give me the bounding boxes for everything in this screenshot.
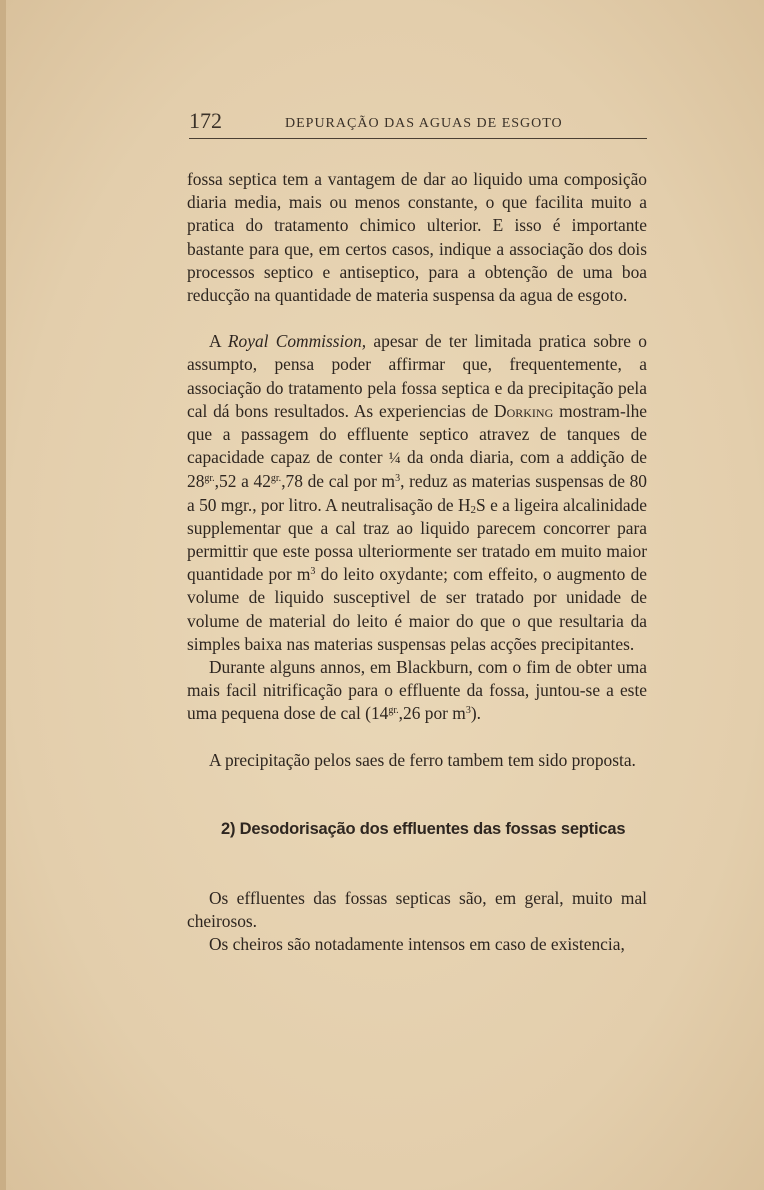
paragraph-1: fossa septica tem a vantagem de dar ao liquido uma composição diaria media, mais ou menos constante, o que facilita muito a pratica do tratamento chimico ulterior. E isso é importante bastante para que, em certos casos, indique a associação dos dois processos septico e antiseptico, para a obtenção de uma boa reducção na quantidade de materia suspensa da agua de esgoto. <box>187 169 647 306</box>
page-header <box>189 108 647 139</box>
paragraph-5: Os effluentes das fossas septicas são, em geral, muito mal cheirosos. <box>187 888 647 932</box>
running-title: DEPURAÇÃO DAS AGUAS DE ESGOTO <box>285 116 563 131</box>
section-heading: 2) Desodorisação dos effluentes das fossas septicas <box>221 819 626 838</box>
body-text <box>187 168 647 957</box>
paragraph-6: Os cheiros são notadamente intensos em caso de existencia, <box>209 934 625 955</box>
page-number: 172 <box>189 108 222 133</box>
paragraph-2: A Royal Commission, apesar de ter limitada pratica sobre o assumpto, pensa poder affirmar que, frequentemente, a associação do tratamento pela fossa septica e da precipitação pela cal dá bons resultados. As experiencias de Dorking mostram-lhe que a passagem do effluente septico atravez de tanques de capacidade capaz de conter ¼ da onda diaria, com a addição de $28^{gr.},52$ a $42^{gr.},78$ de cal por $m^3$, reduz as materias suspensas de 80 a 50 mgr., por litro. A neutralisação de $H_2S$ e a ligeira alcalinidade supplementar que a cal traz ao liquido parecem concorrer para permittir que este possa ulteriormente ser tratado em muito maior quantidade por $m^3$ do leito oxydante; com effeito, o augmento de volume de liquido susceptivel de ser tratado por unidade de volume de material do leito é maior do que o que resultaria da simples baixa nas materias suspensas pelas acções precipitantes. <box>187 331 648 654</box>
italic-royal-commission: Royal Commission, <box>227 331 367 352</box>
smallcaps-dorking: Dorking <box>494 400 554 421</box>
paragraph-3: Durante alguns annos, em Blackburn, com o fim de obter uma mais facil nitrificação para o effluente da fossa, juntou-se a este uma pequena dose de cal ($14^{gr.},26$ por $m^3$). <box>187 657 647 724</box>
paragraph-4: A precipitação pelos saes de ferro tambem tem sido proposta. <box>209 749 636 770</box>
fraction: ¼ <box>388 450 401 468</box>
